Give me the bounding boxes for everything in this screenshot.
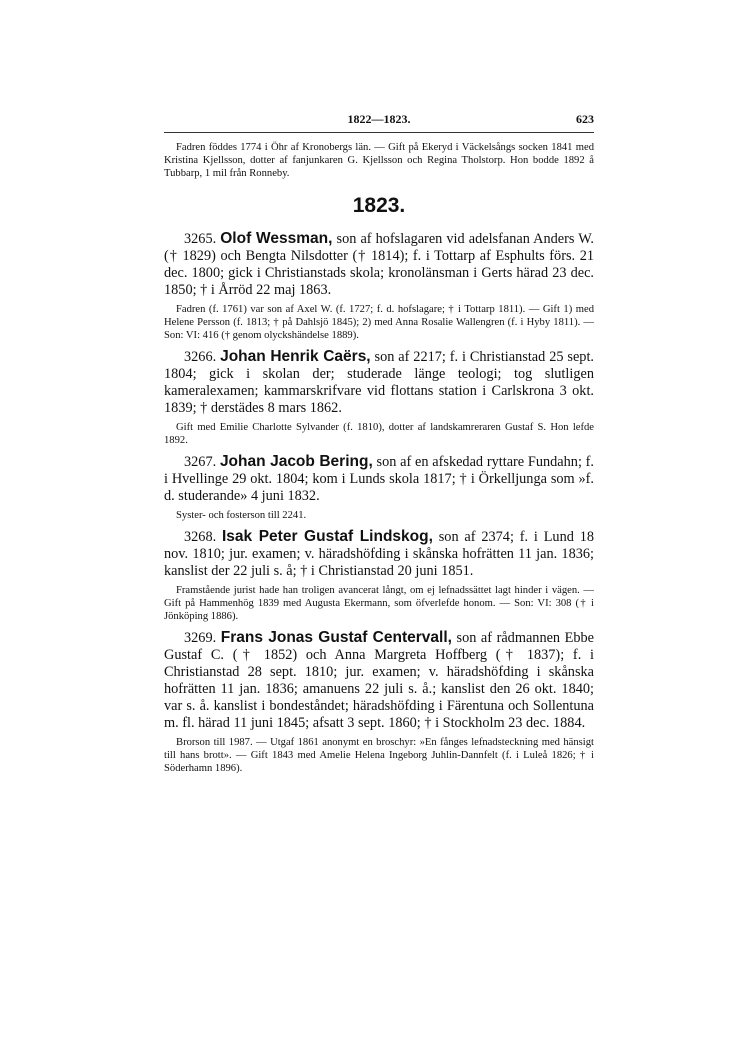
intro-note: Fadren föddes 1774 i Öhr af Kronobergs län. — Gift på Ekeryd i Väckelsångs socken 1841 med Kristina Kjellsson, dotter af fanjunkaren G. Kjellsson och Regina Tholstorp. Hon bodde 1892 å Tubbarp, 1 mil från Ronneby. — [164, 142, 594, 179]
entry-number: 3268. — [184, 529, 217, 545]
entry-name: Johan Jacob Bering, — [219, 453, 373, 470]
entry-note: Fadren (f. 1761) var son af Axel W. (f. 1727; f. d. hofslagare; † i Tottarp 1811). — Gift 1) med Helene Persson (f. 1813; † på Dahlsjö 1845); 2) med Anna Rosalie Wallengren (f. i Hyby 1811). — Son: VI: 416 († genom olyckshändelse 1889). — [164, 304, 594, 341]
entry-3265 — [164, 230, 594, 342]
entry-note: Brorson till 1987. — Utgaf 1861 anonymt en broschyr: »En fånges lefnadsteckning med hänsigt till hans brott». — Gift 1843 med Amelie Helena Ingeborg Juhlin-Dannfelt (f. i Luleå 1826; † i Söderhamn 1896). — [164, 737, 594, 774]
entry-body: son af 2374; f. i Lund 18 nov. 1810; jur. examen; v. häradshöfding i skånska hofrätten 11 jan. 1836; kanslist der 22 juli s. å; † i Christianstad 20 juni 1851. — [164, 529, 594, 579]
year-heading: 1823. — [352, 194, 406, 217]
entry-note: Gift med Emilie Charlotte Sylvander (f. 1810), dotter af landskamreraren Gustaf S. Hon lefde 1892. — [164, 422, 594, 446]
entry-name: Frans Jonas Gustaf Centervall, — [220, 629, 452, 646]
entry-body: son af hofslagaren vid adelsfanan Anders W. († 1829) och Bengta Nilsdotter († 1814); f. i Tottarp af Esphults förs. 21 dec. 1800; gick i Christianstads skola; kronolänsman i Gerts härad 23 dec. 1850; † i Årröd 22 maj 1863. — [164, 231, 595, 298]
header-years: 1822—1823. — [347, 112, 411, 126]
entry-3269 — [164, 629, 594, 775]
entry-3268 — [164, 528, 594, 623]
entry-body: son af en afskedad ryttare Fundahn; f. i Hvellinge 29 okt. 1804; kom i Lunds skola 1817; † i Örkelljunga som »f. d. studerande» 4 juni 1832. — [164, 454, 595, 504]
entry-name: Olof Wessman, — [220, 230, 333, 247]
entry-body: son af rådmannen Ebbe Gustaf C. († 1852) och Anna Margreta Hoffberg († 1837); f. i Christianstad 28 sept. 1810; jur. examen; v. häradshöfding i skånska hofrätten 11 jan. 1836; amanuens 22 juli s. å.; kanslist den 26 okt. 1840; var s. å. kanslist i bondeståndet; häradshöfding i Färentuna och Sollentuna m. fl. härad 11 juni 1845; afsatt 3 sept. 1860; † i Stockholm 23 dec. 1884. — [164, 630, 595, 731]
entry-number: 3266. — [184, 349, 217, 365]
entry-text — [164, 629, 594, 732]
entry-note: Framstående jurist hade han troligen avancerat långt, om ej lefnadssättet lagt hinder i vägen. — Gift på Hammenhög 1839 med Augusta Ekermann, som öfverlefde honom. — Son: VI: 308 († i Jönköping 1886). — [164, 585, 594, 622]
page-number: 623 — [576, 112, 594, 126]
entry-name: Isak Peter Gustaf Lindskog, — [222, 528, 433, 545]
entry-name: Johan Henrik Caërs, — [220, 348, 371, 365]
entry-note: Syster- och fosterson till 2241. — [176, 510, 307, 521]
entry-text — [164, 528, 594, 580]
entry-text — [164, 453, 594, 505]
entry-number: 3267. — [184, 454, 217, 470]
entry-text — [164, 348, 594, 417]
entry-number: 3269. — [184, 630, 217, 646]
entry-3266 — [164, 348, 594, 447]
entry-3267 — [164, 453, 594, 522]
book-page — [164, 110, 594, 781]
entry-text — [164, 230, 594, 299]
entry-number: 3265. — [184, 231, 217, 247]
running-header — [164, 110, 594, 133]
entry-body: son af 2217; f. i Christianstad 25 sept. 1804; gick i skolan der; studerade länge teologi; tog slutligen kameralexamen; kammarskrifvare vid flottans station i Carlskrona 3 okt. 1839; † derstädes 8 mars 1862. — [164, 349, 594, 416]
